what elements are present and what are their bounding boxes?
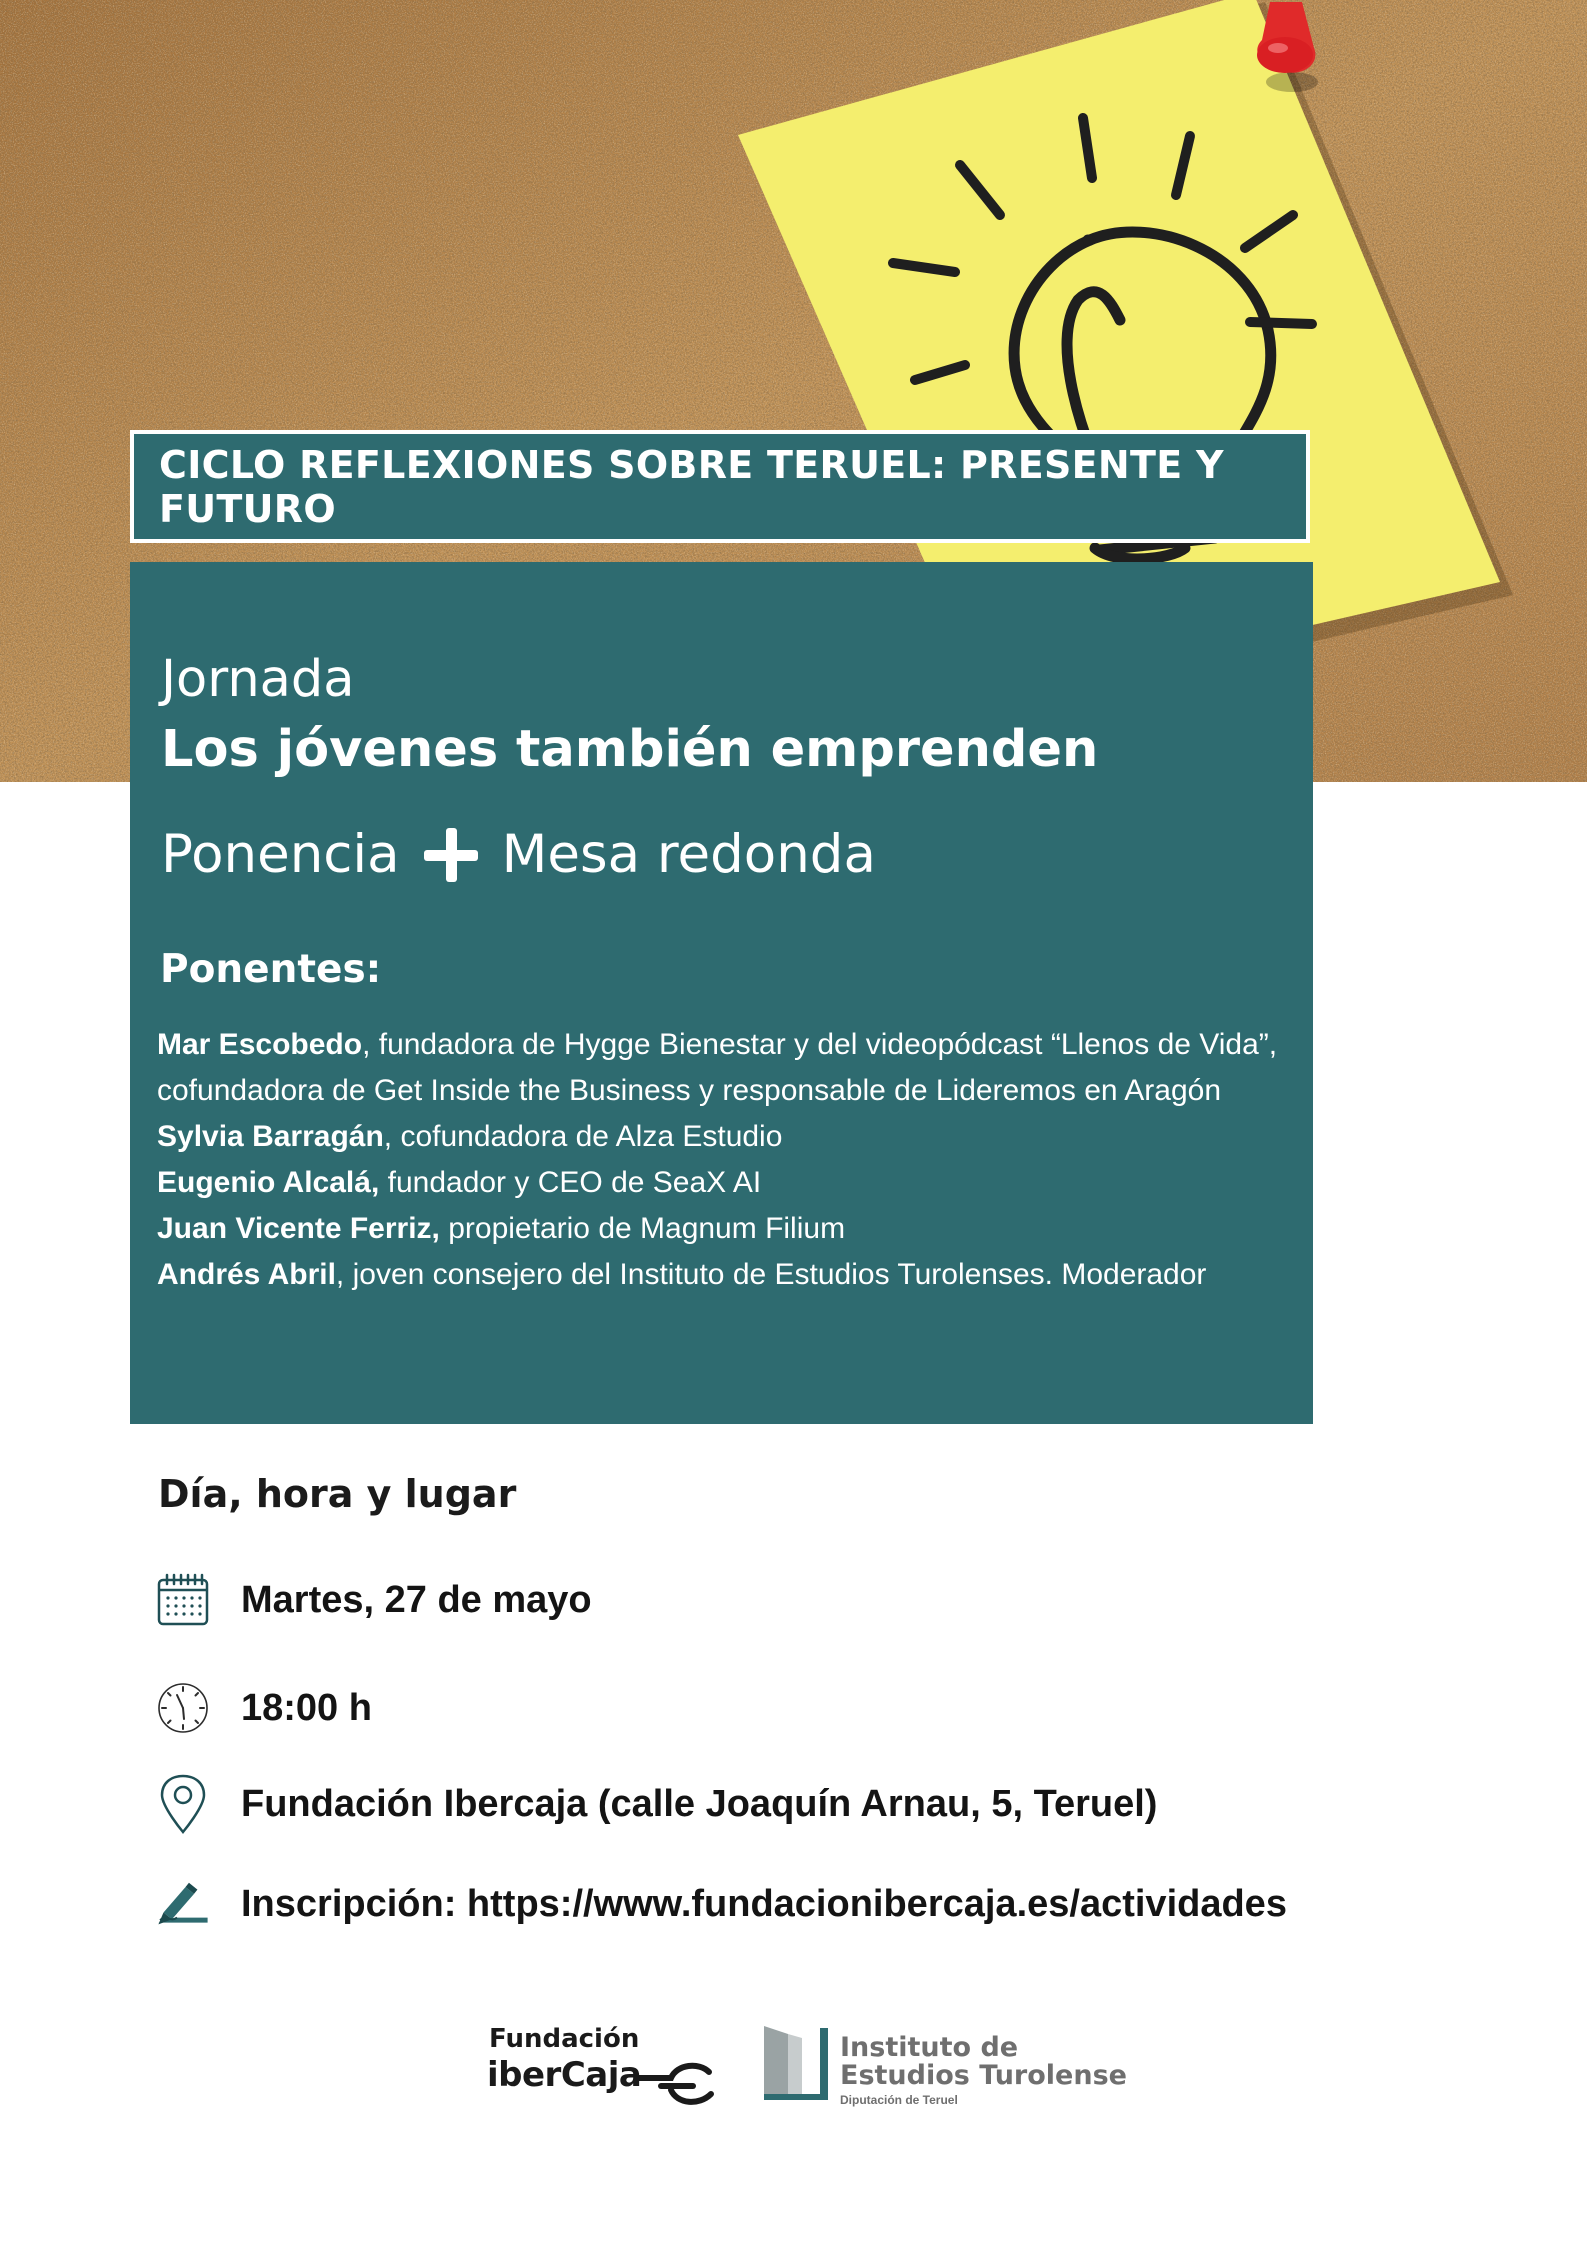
speaker-description: , joven consejero del Instituto de Estudios Turolenses. Moderador <box>335 1258 1207 1291</box>
speakers-heading: Ponentes: <box>160 947 382 992</box>
event-title: Los jóvenes también emprenden <box>161 720 1099 779</box>
speaker-item <box>157 1252 1282 1298</box>
speaker-description: propietario de Magnum Filium <box>439 1212 846 1245</box>
fundacion-ibercaja-logo <box>487 2024 727 2104</box>
info-time-row <box>155 1678 372 1738</box>
iet-logo-line2: Estudios Turolense <box>840 2060 1127 2091</box>
format-part-mesa-redonda: Mesa redonda <box>501 824 876 885</box>
speaker-item <box>157 1114 1282 1160</box>
registration-link[interactable]: Inscripción: https://www.fundacionibercaja.es/actividades <box>241 1882 1287 1925</box>
series-title-box <box>130 430 1310 543</box>
iet-logo-line3: Diputación de Teruel <box>840 2093 958 2107</box>
speaker-description: , fundadora de Hygge Bienestar y del videopódcast “Llenos de Vida”, cofundadora de Get Inside the Business y responsable de Lideremos en Aragón <box>157 1028 1278 1107</box>
iet-emblem-icon <box>762 2024 834 2102</box>
event-time: 18:00 h <box>241 1686 372 1729</box>
pen-signature-icon <box>155 1874 211 1934</box>
speakers-list <box>157 1022 1282 1298</box>
event-format <box>161 824 876 885</box>
series-title: CICLO REFLEXIONES SOBRE TERUEL: PRESENTE Y FUTURO <box>159 442 1224 531</box>
speaker-description: fundador y CEO de SeaX AI <box>379 1166 762 1199</box>
event-date: Martes, 27 de mayo <box>241 1578 592 1621</box>
info-heading: Día, hora y lugar <box>158 1472 517 1516</box>
info-registration-row <box>155 1874 1287 1934</box>
ibercaja-euro-icon <box>637 2062 717 2106</box>
speaker-name: Sylvia Barragán <box>157 1120 384 1153</box>
speaker-name: Eugenio Alcalá, <box>157 1166 380 1199</box>
format-part-ponencia: Ponencia <box>161 824 400 885</box>
location-pin-icon <box>155 1774 211 1834</box>
speaker-name: Juan Vicente Ferriz, <box>157 1212 440 1245</box>
ibercaja-logo-line1: Fundación <box>489 2024 640 2054</box>
ibercaja-logo-line2: iberCaja <box>487 2055 642 2095</box>
info-date-row <box>155 1570 592 1630</box>
speaker-name: Mar Escobedo <box>157 1028 363 1061</box>
speaker-description: , cofundadora de Alza Estudio <box>383 1120 783 1153</box>
speaker-item <box>157 1022 1282 1114</box>
instituto-estudios-turolenses-logo <box>762 2020 1127 2107</box>
event-place: Fundación Ibercaja (calle Joaquín Arnau, 5, Teruel) <box>241 1782 1158 1825</box>
speaker-name: Andrés Abril <box>157 1258 336 1291</box>
event-type-label: Jornada <box>161 650 355 709</box>
iet-logo-line1: Instituto de <box>840 2032 1019 2063</box>
plus-icon <box>424 828 478 882</box>
info-place-row <box>155 1774 1157 1834</box>
sponsor-logos <box>487 2020 1127 2107</box>
speaker-item <box>157 1206 1282 1252</box>
event-details-box <box>130 562 1313 1424</box>
clock-icon <box>155 1678 211 1738</box>
calendar-icon <box>155 1570 211 1630</box>
speaker-item <box>157 1160 1282 1206</box>
